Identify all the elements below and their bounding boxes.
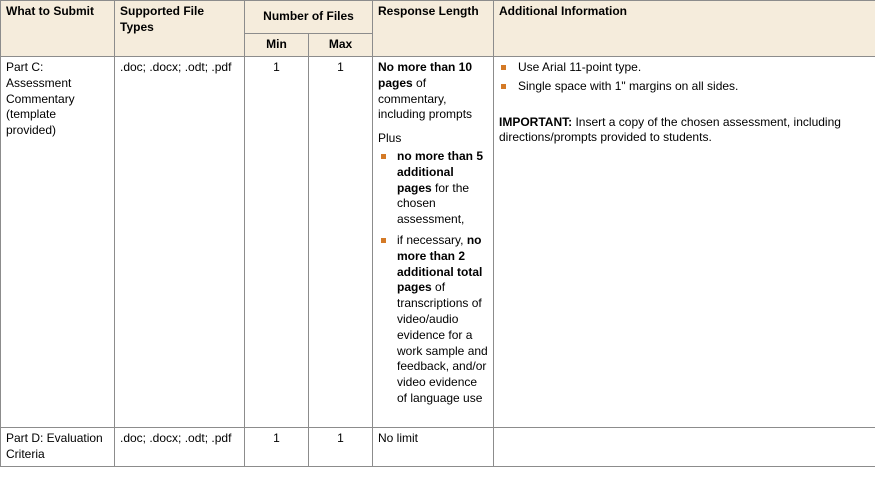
cell-min: 1 xyxy=(245,428,309,467)
cell-additional-info xyxy=(494,57,875,428)
length-plus: Plus xyxy=(378,131,402,146)
header-additional-info: Additional Information xyxy=(494,1,875,57)
header-response-length: Response Length xyxy=(373,1,494,57)
header-max: Max xyxy=(309,34,373,57)
important-note: IMPORTANT: Insert a copy of the chosen assessment, including directions/prompts provided to students. xyxy=(499,114,841,145)
cell-max: 1 xyxy=(309,57,373,428)
cell-additional-info xyxy=(494,428,875,467)
table-row xyxy=(1,428,875,467)
header-what-to-submit: What to Submit xyxy=(1,1,115,57)
bullet-icon xyxy=(381,154,386,159)
table-row xyxy=(1,57,875,428)
header-min: Min xyxy=(245,34,309,57)
cell-what: Part D: Evaluation Criteria xyxy=(1,428,115,467)
bullet-icon xyxy=(381,238,386,243)
header-number-of-files: Number of Files xyxy=(245,1,373,34)
cell-response-length: No limit xyxy=(373,428,494,467)
length-bullets xyxy=(378,149,488,407)
list-item: if necessary, no more than 2 additional total pages of transcriptions of video/audio evidence for a work sample and feedback, and/or video evidence of language use xyxy=(378,233,488,407)
list-item: no more than 5 additional pages for the chosen assessment, xyxy=(378,149,488,228)
length-lead: No more than 10 pages of commentary, including prompts xyxy=(378,60,473,122)
bullet-icon xyxy=(501,84,506,89)
cell-file-types: .doc; .docx; .odt; .pdf xyxy=(115,428,245,467)
header-file-types: Supported File Types xyxy=(115,1,245,57)
list-item: Single space with 1" margins on all sides. xyxy=(499,79,870,95)
cell-what: Part C: Assessment Commentary (template provided) xyxy=(1,57,115,428)
cell-min: 1 xyxy=(245,57,309,428)
cell-file-types: .doc; .docx; .odt; .pdf xyxy=(115,57,245,428)
cell-response-length xyxy=(373,57,494,428)
table-header xyxy=(1,1,875,57)
cell-max: 1 xyxy=(309,428,373,467)
bullet-icon xyxy=(501,65,506,70)
list-item: Use Arial 11-point type. xyxy=(499,60,870,76)
info-bullets xyxy=(499,60,870,95)
